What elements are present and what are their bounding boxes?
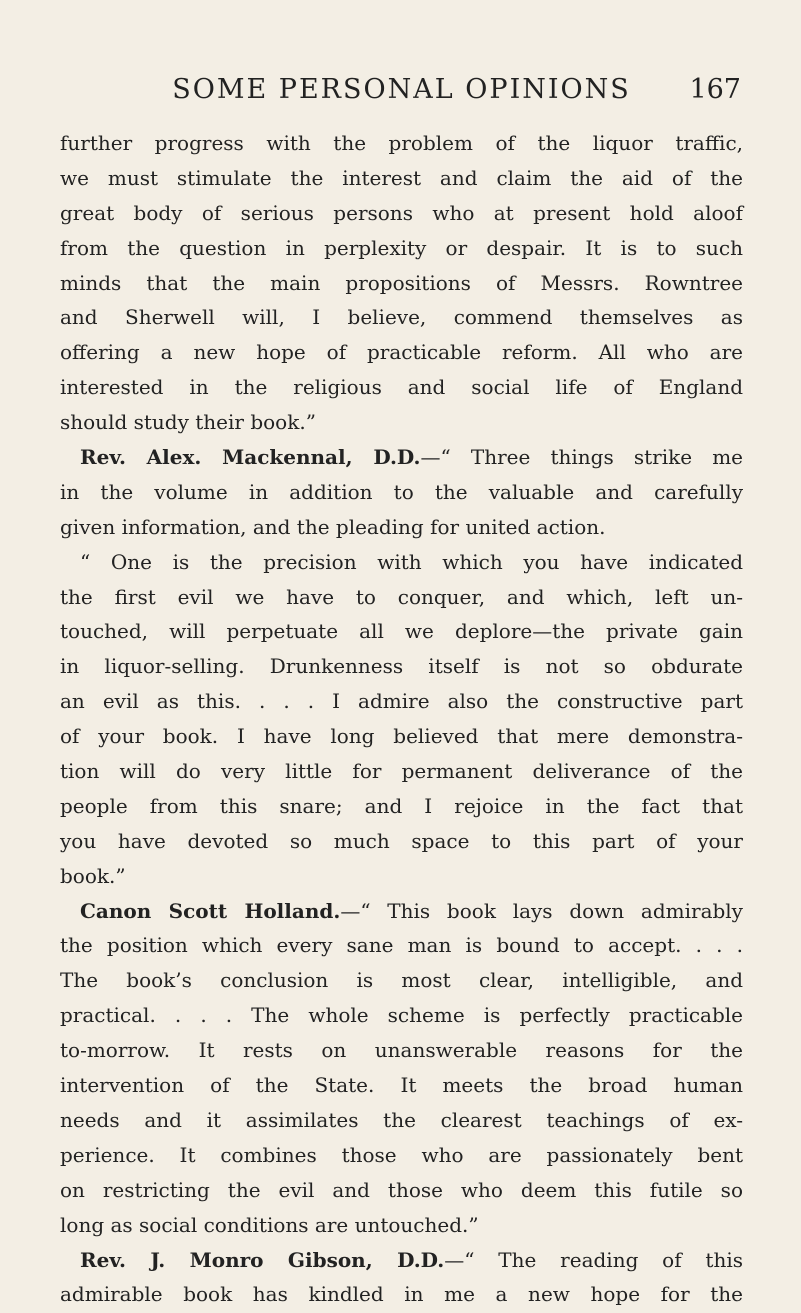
line-text: practical. . . . The whole scheme is perfectly practicable [60, 1003, 743, 1028]
line-text: the first evil we have to conquer, and which, left un- [60, 584, 743, 609]
line-text: great body of serious persons who at present hold aloof [60, 200, 743, 225]
line-text: —“ Three things strike me [420, 445, 743, 470]
line-text: to-morrow. It rests on unanswerable reasons for the [60, 1038, 743, 1063]
line-text: “ One is the precision with which you have indicated [80, 549, 743, 574]
text-line [60, 475, 743, 510]
page-number: 167 [689, 74, 741, 105]
line-text: in the volume in addition to the valuable and carefully [60, 479, 743, 504]
text-line [60, 126, 743, 161]
text-line [60, 405, 743, 440]
line-text: the position which every sane man is bound to accept. . . . [60, 933, 743, 958]
text-line [60, 1277, 743, 1312]
text-line [60, 684, 743, 719]
line-text: admirable book has kindled in me a new hope for the [60, 1282, 743, 1307]
text-line [60, 370, 743, 405]
line-text: we must stimulate the interest and claim the aid of the [60, 165, 743, 190]
line-text: book.” [60, 863, 126, 888]
text-line [60, 894, 743, 929]
text-line [60, 963, 743, 998]
line-text: an evil as this. . . . I admire also the constructive part [60, 689, 743, 714]
text-line [60, 1173, 743, 1208]
line-text: further progress with the problem of the liquor traffic, [60, 131, 743, 155]
line-text: you have devoted so much space to this part of your [60, 828, 743, 853]
text-line [60, 161, 743, 196]
text-line [60, 789, 743, 824]
running-head [60, 72, 743, 112]
line-text: offering a new hope of practicable reform. All who are [60, 340, 743, 365]
text-line [60, 300, 743, 335]
line-text: from the question in perplexity or despair. It is to such [60, 235, 743, 260]
text-line [60, 580, 743, 615]
line-text: touched, will perpetuate all we deplore—the private gain [60, 619, 743, 644]
text-line [60, 614, 743, 649]
text-line [60, 998, 743, 1033]
text-line [60, 824, 743, 859]
speaker-name: Canon Scott Holland. [80, 898, 341, 923]
text-line [60, 719, 743, 754]
line-text: on restricting the evil and those who deem this futile so [60, 1177, 743, 1202]
text-line [60, 859, 743, 894]
text-line [60, 545, 743, 580]
line-text: intervention of the State. It meets the broad human [60, 1073, 743, 1098]
line-text: and Sherwell will, I believe, commend themselves as [60, 305, 743, 330]
speaker-name: Rev. J. Monro Gibson, D.D. [80, 1247, 445, 1272]
line-text: minds that the main propositions of Messrs. Rowntree [60, 270, 743, 295]
text-line [60, 266, 743, 301]
line-text: of your book. I have long believed that mere demonstra- [60, 724, 743, 749]
speaker-name: Rev. Alex. Mackennal, D.D. [80, 445, 421, 470]
text-line [60, 1033, 743, 1068]
text-line [60, 754, 743, 789]
text-line [60, 1138, 743, 1173]
text-line [60, 1243, 743, 1278]
line-text: needs and it assimilates the clearest teachings of ex- [60, 1107, 743, 1132]
line-text: The book’s conclusion is most clear, intelligible, and [60, 968, 743, 993]
text-line [60, 440, 743, 475]
text-line [60, 1068, 743, 1103]
line-text: in liquor-selling. Drunkenness itself is not so obdurate [60, 654, 743, 679]
text-line [60, 335, 743, 370]
line-text: tion will do very little for permanent deliverance of the [60, 759, 743, 784]
line-text: people from this snare; and I rejoice in the fact that [60, 793, 743, 818]
text-line [60, 231, 743, 266]
body-text [60, 126, 743, 1312]
text-line [60, 1208, 743, 1243]
text-line [60, 196, 743, 231]
line-text: long as social conditions are untouched.” [60, 1212, 479, 1237]
line-text: —“ This book lays down admirably [340, 898, 743, 923]
line-text: given information, and the pleading for united action. [60, 514, 606, 539]
text-line [60, 510, 743, 545]
line-text: interested in the religious and social life of England [60, 375, 743, 400]
text-line [60, 649, 743, 684]
text-line [60, 1103, 743, 1138]
line-text: should study their book.” [60, 410, 316, 435]
text-line [60, 928, 743, 963]
line-text: —“ The reading of this [444, 1247, 743, 1272]
running-title: SOME PERSONAL OPINIONS [172, 74, 631, 105]
line-text: perience. It combines those who are passionately bent [60, 1142, 743, 1167]
